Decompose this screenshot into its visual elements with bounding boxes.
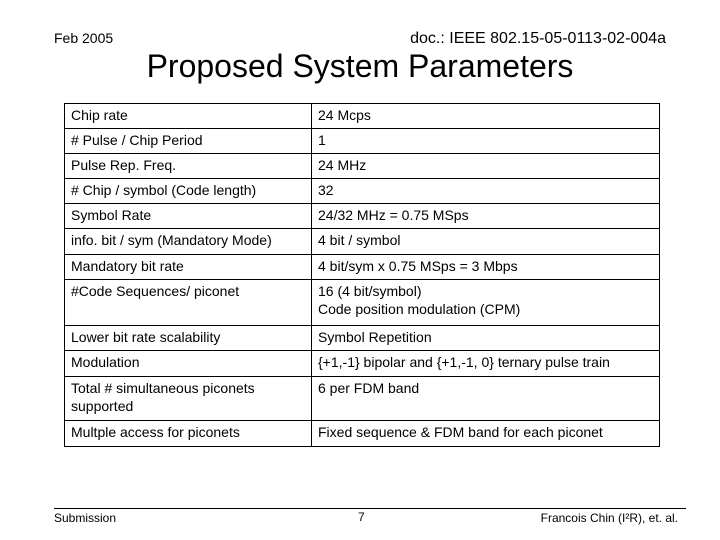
table-row [65, 326, 660, 351]
param-name: Modulation [65, 351, 312, 377]
table-row [65, 129, 660, 154]
param-name: Pulse Rep. Freq. [65, 154, 312, 179]
table-row [65, 229, 660, 255]
param-name-line: supported [71, 398, 134, 414]
table-row [65, 280, 660, 326]
table-row [65, 204, 660, 229]
param-value: 6 per FDM band [312, 377, 660, 421]
param-value: 24/32 MHz = 0.75 MSps [312, 204, 660, 229]
param-name: Multple access for piconets [65, 421, 312, 447]
param-name: Chip rate [65, 104, 312, 129]
table-row [65, 421, 660, 447]
table-row [65, 154, 660, 179]
footer-page-number: 7 [358, 510, 365, 524]
param-name: Symbol Rate [65, 204, 312, 229]
param-value: 24 MHz [312, 154, 660, 179]
param-value: 4 bit / symbol [312, 229, 660, 255]
param-value: Fixed sequence & FDM band for each piconet [312, 421, 660, 447]
param-value: {+1,-1} bipolar and {+1,-1, 0} ternary pulse train [312, 351, 660, 377]
param-value: 1 [312, 129, 660, 154]
table-row [65, 104, 660, 129]
parameters-table [64, 103, 660, 447]
param-value: 24 Mcps [312, 104, 660, 129]
header-doc-id: doc.: IEEE 802.15-05-0113-02-004a [410, 30, 666, 47]
param-name: # Chip / symbol (Code length) [65, 179, 312, 204]
param-name: # Pulse / Chip Period [65, 129, 312, 154]
param-name: #Code Sequences/ piconet [65, 280, 312, 326]
param-value: 4 bit/sym x 0.75 MSps = 3 Mbps [312, 255, 660, 280]
param-name [65, 377, 312, 421]
slide-title: Proposed System Parameters [146, 48, 574, 84]
footer-submission: Submission [54, 511, 117, 525]
table-row [65, 255, 660, 280]
footer-author: Francois Chin (I²R), et. al. [540, 511, 678, 525]
table-row [65, 377, 660, 421]
param-value: Symbol Repetition [312, 326, 660, 351]
param-name: Mandatory bit rate [65, 255, 312, 280]
param-name: Lower bit rate scalability [65, 326, 312, 351]
param-value-line: 16 (4 bit/symbol) [318, 283, 422, 299]
param-name-line: Total # simultaneous piconets [71, 380, 255, 396]
header-date: Feb 2005 [54, 30, 114, 46]
param-value [312, 280, 660, 326]
param-value-line: Code position modulation (CPM) [318, 301, 521, 317]
table-row [65, 351, 660, 377]
footer-divider [54, 508, 686, 509]
table-row [65, 179, 660, 204]
param-name: info. bit / sym (Mandatory Mode) [65, 229, 312, 255]
param-value: 32 [312, 179, 660, 204]
